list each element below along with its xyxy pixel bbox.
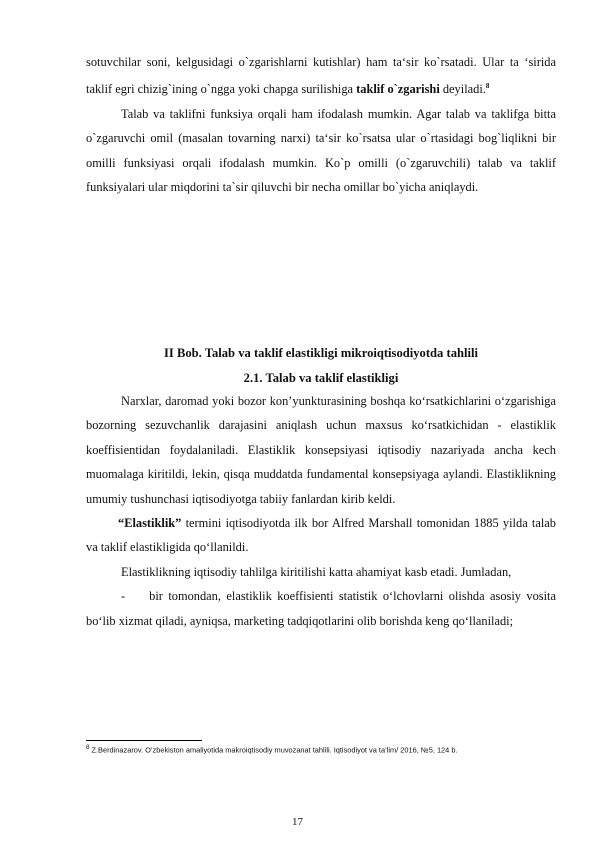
footnote-reference: 8 xyxy=(485,82,490,91)
body-main xyxy=(86,389,556,633)
footnote xyxy=(86,744,458,754)
paragraph-3: Narxlar, daromad yoki bozor kon’yunkturasining boshqa ko‘rsatkichlarini o‘zgarishiga bozorning sezuvchanlik darajasini aniqlash uchun maxsus ko‘rsatkichidan - elastiklik koeffisientidan foydalaniladi. Elastiklik konsepsiyasi iqtisodiy nazariyada ancha kech muomalaga kiritildi, lekin, qisqa muddatda fundamental konsepsiyaga aylandi. Elastiklikning umumiy tushunchasi iqtisodiyotga tabiiy fanlardan kirib keldi. xyxy=(86,394,556,506)
paragraph-1-text-b: deyiladi. xyxy=(439,82,486,97)
paragraph-1-text-a: sotuvchilar soni, kelgusidagi o`zgarishlarni kutishlar) ham ta‘sir ko`rsatadi. Ular ta ‘sirida taklif egri chizig`ining o`ngga yoki chapga surilishiga xyxy=(86,55,556,97)
paragraph-4 xyxy=(86,511,556,560)
chapter-title: II Bob. Talab va taklif elastikligi mikroiqtisodiyotda tahlili xyxy=(164,346,478,360)
paragraph-1 xyxy=(86,50,556,102)
section-title: 2.1. Talab va taklif elastikligi xyxy=(243,371,399,385)
paragraph-4-bold-term: “Elastiklik” xyxy=(118,516,182,531)
list-dash: - xyxy=(121,589,126,604)
paragraph-2: Talab va taklifni funksiya orqali ham ifodalash mumkin. Agar talab va taklifga bitta o`zgaruvchi omil (masalan tovarning narxi) ta‘sir ko`rsatsa ular o`rtasidagi bog`liqlikni bir omilli funksiyasi orqali ifodalash mumkin. Ko`p omilli (o`zgaruvchili) talab va taklif funksiyalari ular miqdorini ta`sir qiluvchi bir necha omillar bo`yicha aniqlaydi. xyxy=(86,106,556,195)
footnote-divider xyxy=(86,740,202,741)
page-number: 17 xyxy=(292,816,303,828)
footnote-number: 8 xyxy=(86,744,90,751)
paragraph-5: Elastiklikning iqtisodiy tahlilga kiritilishi katta ahamiyat kasb etadi. Jumladan, xyxy=(121,564,512,579)
footnote-text: Z.Berdinazarov. O’zbekiston amaliyotida makroiqtisodiy muvozanat tahlili. Iqtisodiyot va ta’lim/ 2016, №5, 124 b. xyxy=(89,745,458,755)
paragraph-6 xyxy=(86,584,556,633)
paragraph-1-bold-term: taklif o`zgarishi xyxy=(356,82,440,97)
body-top xyxy=(86,50,556,200)
paragraph-6-text: bir tomondan, elastiklik koeffisienti statistik o‘lchovlarni olishda asosiy vosita bo‘lib xizmat qiladi, ayniqsa, marketing tadqiqotlarini olib borishda keng qo‘llaniladi; xyxy=(86,589,556,628)
paragraph-4-text: termini iqtisodiyotda ilk bor Alfred Marshall tomonidan 1885 yilda talab va taklif elastikligida qo‘llanildi. xyxy=(86,516,556,555)
